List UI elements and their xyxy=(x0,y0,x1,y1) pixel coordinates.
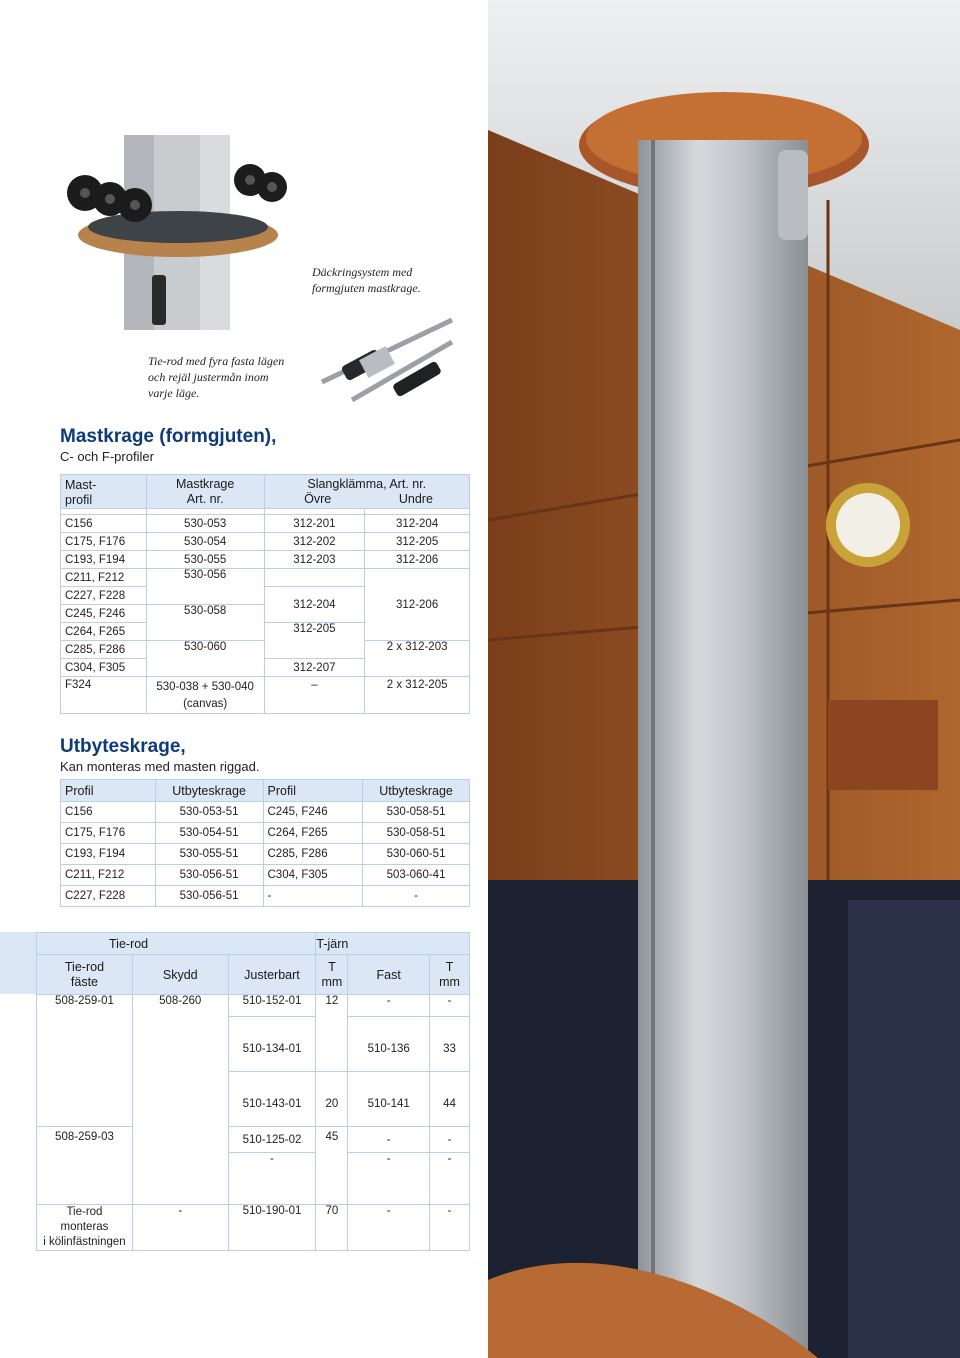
col-header-collar: Mastkrage Art. nr. xyxy=(146,475,264,509)
table-row xyxy=(61,865,470,886)
profile-cell: C264, F265 xyxy=(61,623,147,641)
group-header-tierod: Tie-rod xyxy=(37,933,316,955)
collar-cell: 530-055-51 xyxy=(155,844,263,865)
profile-cell: C285, F286 xyxy=(263,844,363,865)
t-cell: 45 xyxy=(316,1127,348,1205)
profile-cell: F324 xyxy=(61,677,147,714)
upper-cell: 312-207 xyxy=(264,659,365,677)
upper-cell: 312-202 xyxy=(264,533,365,551)
profile-cell: C156 xyxy=(61,515,147,533)
table-row xyxy=(61,802,470,823)
upper-cell: – xyxy=(264,677,365,714)
profile-cell: C175, F176 xyxy=(61,823,156,844)
collar-cell: 530-060-51 xyxy=(363,844,470,865)
col-header-justerbart: Justerbart xyxy=(228,955,316,995)
canvas-note: (canvas) xyxy=(183,698,228,710)
fast-cell: 510-136 xyxy=(348,1017,430,1072)
lower-cell: 312-206 xyxy=(365,551,470,569)
profile-cell: C285, F286 xyxy=(61,641,147,659)
mast-collar-photo xyxy=(60,135,295,330)
t2-cell: - xyxy=(430,1205,470,1251)
collar-cell: 530-060 xyxy=(146,641,264,677)
tierod-header-band-left xyxy=(0,932,36,994)
lower-cell: 2 x 312-205 xyxy=(365,677,470,714)
section-title-mastkrage: Mastkrage (formgjuten), xyxy=(60,426,277,447)
collar-cell: 530-054 xyxy=(146,533,264,551)
utbyteskrage-table xyxy=(60,779,470,907)
profile-cell: C304, F305 xyxy=(61,659,147,677)
mastkrage-table xyxy=(60,474,470,714)
collar-cell: 530-055 xyxy=(146,551,264,569)
col-header-profile: Profil xyxy=(61,780,156,802)
fast-cell: - xyxy=(348,995,430,1017)
collar-cell xyxy=(146,677,264,714)
collar-cell: 530-056 xyxy=(146,569,264,605)
collar-cell: 530-056-51 xyxy=(155,886,263,907)
upper-cell: 312-204 xyxy=(264,587,365,623)
justerbart-cell: 510-134-01 xyxy=(228,1017,316,1072)
table-row xyxy=(61,677,470,714)
collar-cell: 530-058-51 xyxy=(363,802,470,823)
profile-cell: C245, F246 xyxy=(263,802,363,823)
fast-cell: 510-141 xyxy=(348,1072,430,1127)
collar-cell: 530-056-51 xyxy=(155,865,263,886)
lower-header: Undre xyxy=(398,491,433,506)
profile-cell: C156 xyxy=(61,802,156,823)
faste-cell: Tie-rod monteras i kölinfästningen xyxy=(37,1205,133,1251)
t-cell: 12 xyxy=(316,995,348,1072)
col-header-profile: Mast- profil xyxy=(61,475,147,509)
justerbart-cell: - xyxy=(228,1153,316,1205)
collar-value: 530-038 + 530-040 xyxy=(156,681,254,693)
collar-cell: 503-060-41 xyxy=(363,865,470,886)
profile-cell: - xyxy=(263,886,363,907)
profile-cell: C227, F228 xyxy=(61,587,147,605)
justerbart-cell: 510-152-01 xyxy=(228,995,316,1017)
col-header-skydd: Skydd xyxy=(132,955,228,995)
col-header-tierod-faste: Tie-rod fäste xyxy=(37,955,133,995)
clamp-header-label: Slangklämma, Art. nr. xyxy=(307,476,427,491)
upper-header: Övre xyxy=(304,491,332,506)
table-row xyxy=(61,533,470,551)
col-header-collar: Utbyteskrage xyxy=(155,780,263,802)
section-subtitle-mastkrage: C- och F-profiler xyxy=(60,449,154,464)
profile-cell: C245, F246 xyxy=(61,605,147,623)
skydd-cell: 508-260 xyxy=(132,995,228,1205)
t2-cell: - xyxy=(430,1127,470,1153)
col-header-profile-2: Profil xyxy=(263,780,363,802)
tierod-table xyxy=(36,932,470,1251)
col-header-t-mm: T mm xyxy=(316,955,348,995)
lower-cell: 312-204 xyxy=(365,515,470,533)
cabin-mast-photo xyxy=(488,0,960,1358)
justerbart-cell: 510-143-01 xyxy=(228,1072,316,1127)
upper-cell: 312-201 xyxy=(264,515,365,533)
table-row xyxy=(61,515,470,533)
col-header-t-mm-2: T mm xyxy=(430,955,470,995)
col-header-collar-2: Utbyteskrage xyxy=(363,780,470,802)
table-row xyxy=(61,551,470,569)
col-header-clamp xyxy=(264,475,469,509)
upper-cell: 312-205 xyxy=(264,623,365,659)
t-cell: 20 xyxy=(316,1072,348,1127)
t2-cell: - xyxy=(430,1153,470,1205)
table-row xyxy=(61,844,470,865)
table-row xyxy=(37,1127,470,1153)
upper-cell: 312-203 xyxy=(264,551,365,569)
lower-cell: 312-205 xyxy=(365,533,470,551)
fast-cell: - xyxy=(348,1127,430,1153)
upper-cell xyxy=(264,569,365,587)
justerbart-cell: 510-190-01 xyxy=(228,1205,316,1251)
group-header-tjarn: T-järn xyxy=(316,933,470,955)
collar-cell: 530-053-51 xyxy=(155,802,263,823)
profile-cell: C211, F212 xyxy=(61,865,156,886)
table-row xyxy=(37,995,470,1017)
collar-cell: 530-058 xyxy=(146,605,264,641)
fast-cell: - xyxy=(348,1153,430,1205)
decking-caption: Däckringsystem med formgjuten mastkrage. xyxy=(312,265,421,295)
section-title-utbyteskrage: Utbyteskrage, xyxy=(60,736,186,757)
profile-cell: C193, F194 xyxy=(61,844,156,865)
section-subtitle-utbyteskrage: Kan monteras med masten riggad. xyxy=(60,759,260,774)
table-row xyxy=(61,886,470,907)
collar-cell: 530-058-51 xyxy=(363,823,470,844)
collar-cell: 530-054-51 xyxy=(155,823,263,844)
profile-cell: C211, F212 xyxy=(61,569,147,587)
tie-rod-photo xyxy=(312,312,457,412)
profile-cell: C227, F228 xyxy=(61,886,156,907)
t-cell: 70 xyxy=(316,1205,348,1251)
profile-cell: C175, F176 xyxy=(61,533,147,551)
faste-cell: 508-259-03 xyxy=(37,1127,133,1205)
t2-cell: - xyxy=(430,995,470,1017)
collar-cell: - xyxy=(363,886,470,907)
faste-cell: 508-259-01 xyxy=(37,995,133,1127)
lower-cell: 2 x 312-203 xyxy=(365,641,470,677)
table-row xyxy=(61,823,470,844)
skydd-cell: - xyxy=(132,1205,228,1251)
profile-cell: C264, F265 xyxy=(263,823,363,844)
fast-cell: - xyxy=(348,1205,430,1251)
collar-cell: 530-053 xyxy=(146,515,264,533)
profile-cell: C193, F194 xyxy=(61,551,147,569)
col-header-fast: Fast xyxy=(348,955,430,995)
t2-cell: 44 xyxy=(430,1072,470,1127)
table-row xyxy=(61,569,470,587)
t2-cell: 33 xyxy=(430,1017,470,1072)
lower-cell: 312-206 xyxy=(365,569,470,641)
justerbart-cell: 510-125-02 xyxy=(228,1127,316,1153)
profile-cell: C304, F305 xyxy=(263,865,363,886)
tie-rod-caption: Tie-rod med fyra fasta lägen och rejäl justermån inom varje läge. xyxy=(148,354,285,400)
table-row xyxy=(37,1205,470,1251)
